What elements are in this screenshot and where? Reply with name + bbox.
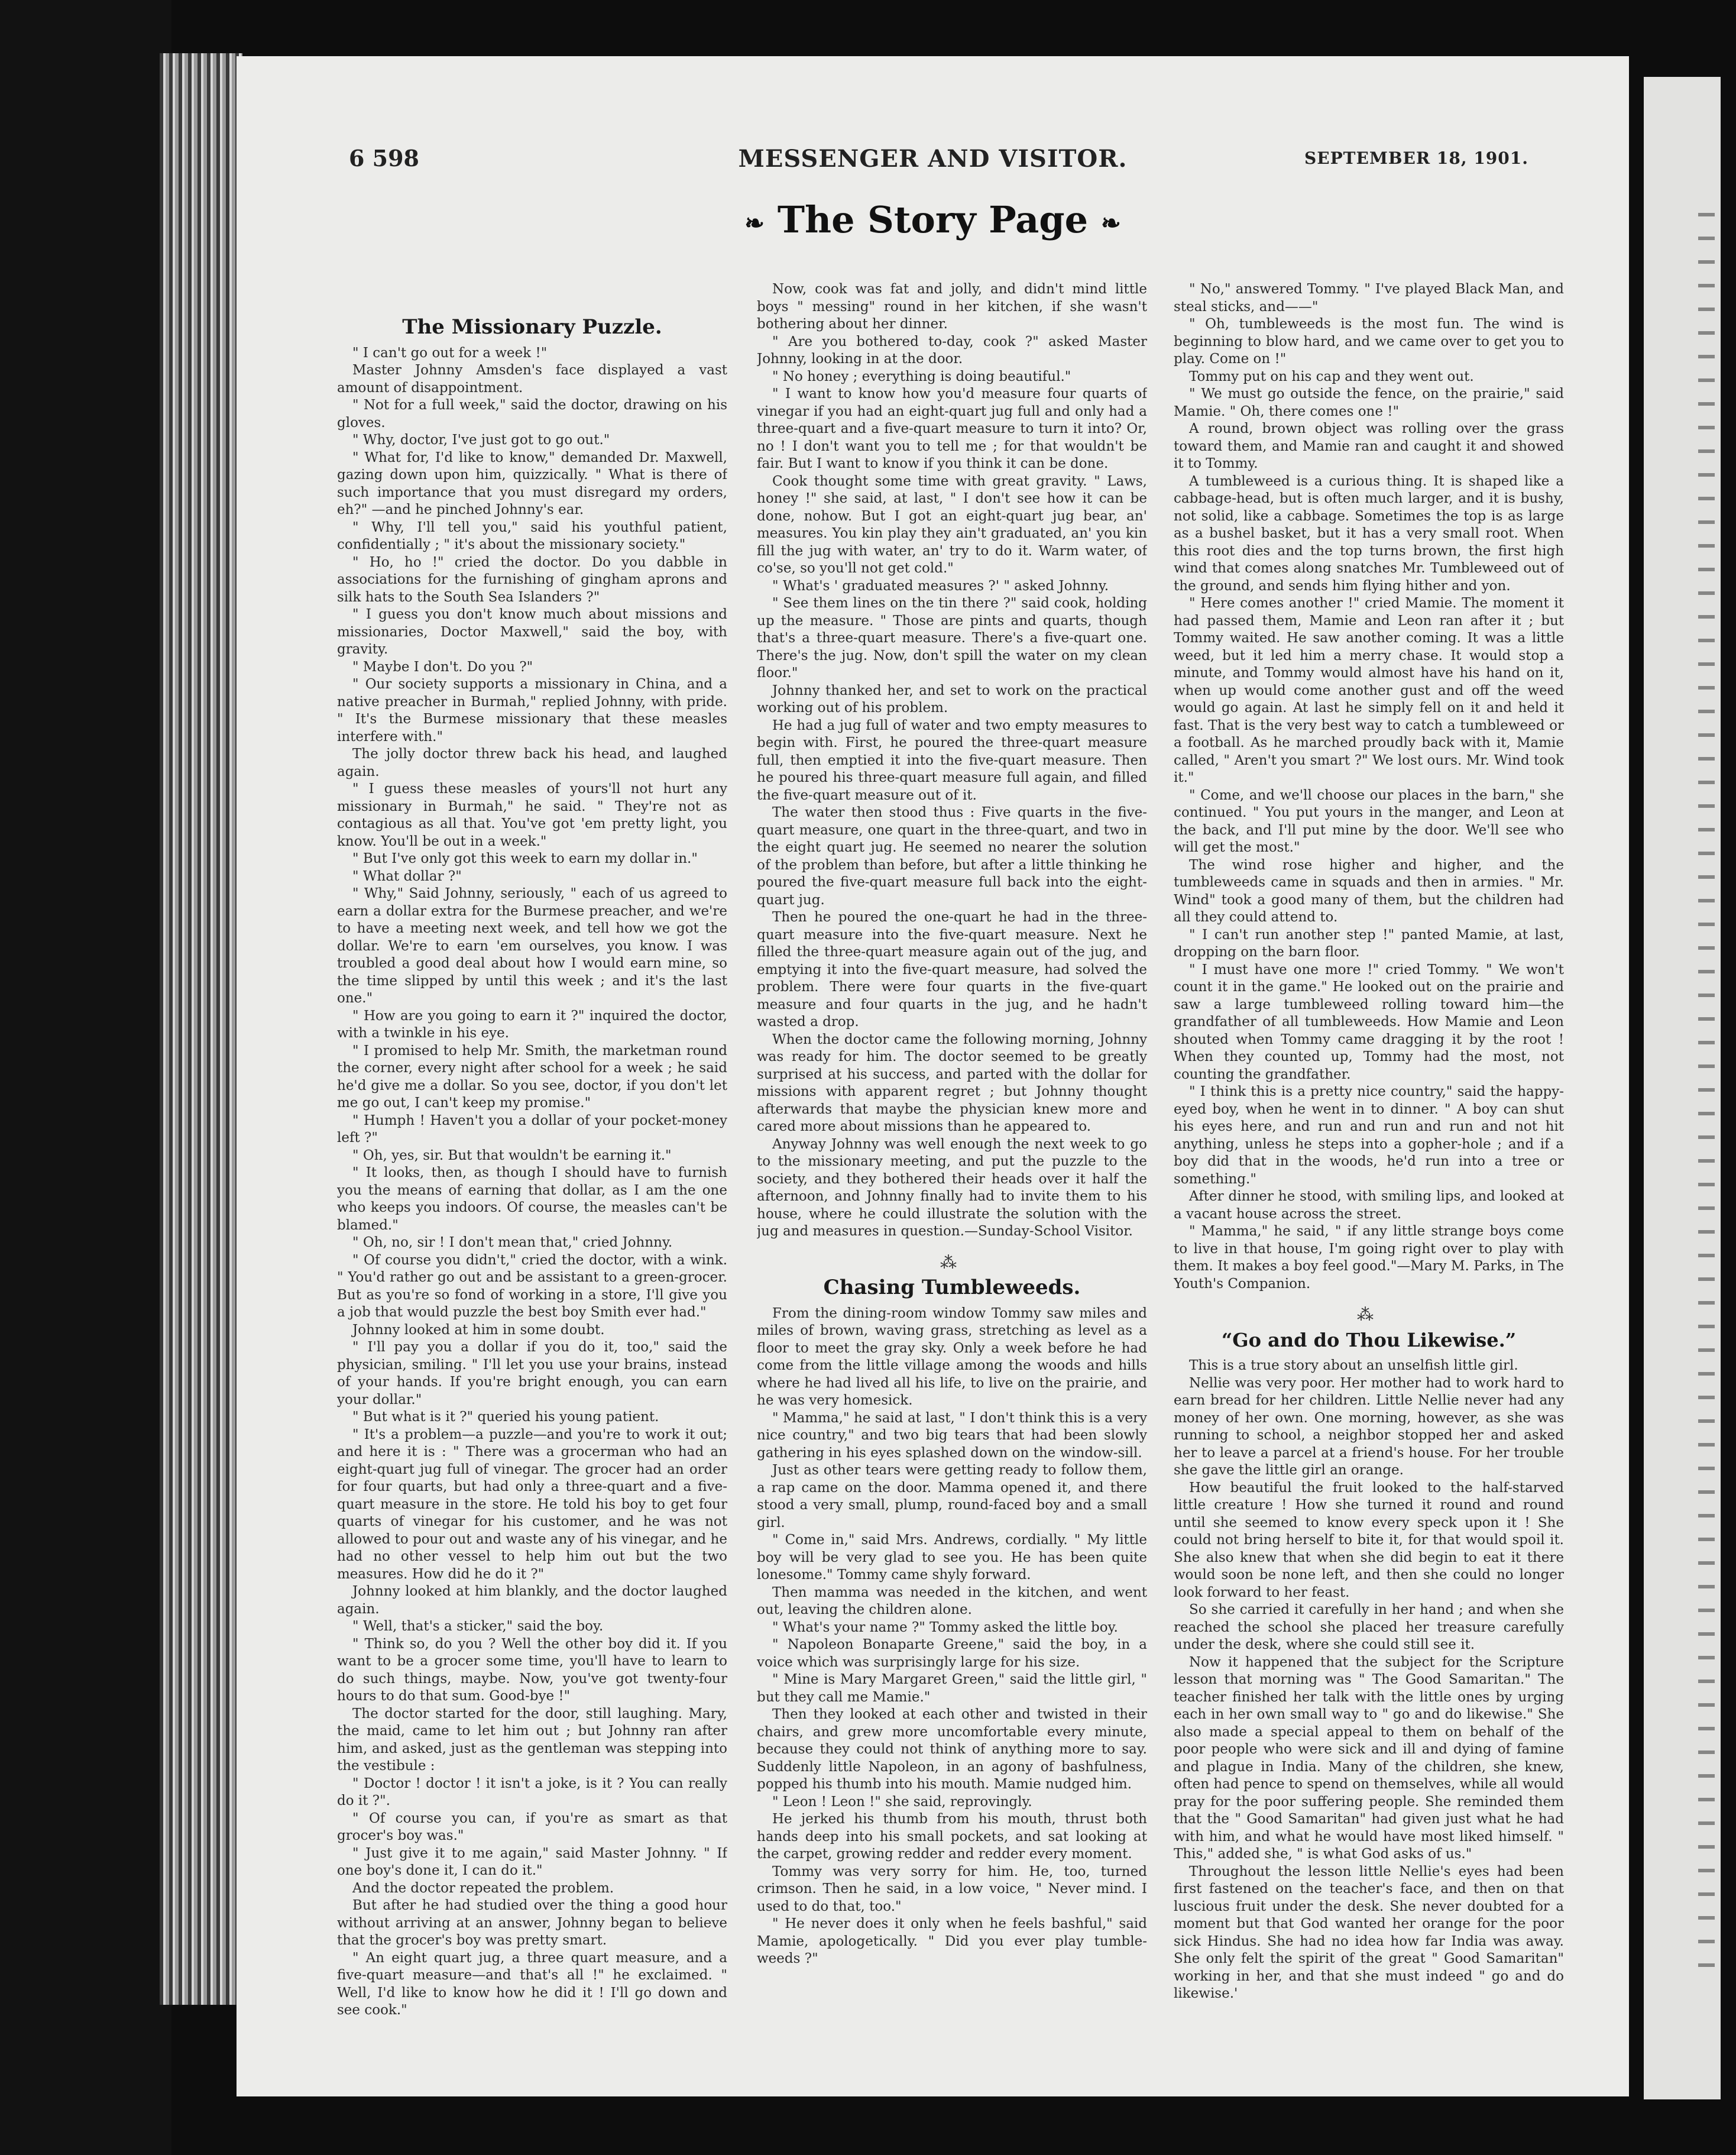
paragraph: " I guess you don't know much about missions and missionaries, Doctor Maxwell," said the boy, with gravity. — [337, 607, 727, 657]
paragraph: Tommy put on his cap and they went out. — [1189, 368, 1474, 384]
paragraph: " No," answered Tommy. " I've played Black Man, and steal sticks, and——" — [1174, 281, 1564, 315]
section-title: The Story Page — [777, 198, 1089, 241]
paragraph: " An eight quart jug, a three quart measure, and a five-quart measure—and that's all !" he exclaimed. " Well, I'd like to know how he did it ! I'll go down and see cook." — [337, 1950, 727, 2018]
paragraph: Johnny thanked her, and set to work on the practical working out of his problem. — [757, 682, 1147, 716]
paragraph: After dinner he stood, with smiling lips, and looked at a vacant house across the street. — [1174, 1189, 1564, 1222]
page-number: 6 598 — [349, 145, 419, 172]
article-body — [1174, 1357, 1564, 2003]
paragraph: Cook thought some time with great gravity. " Laws, honey !" she said, at last, " I don't see how it can be done, nohow. But I got an eight-quart jug bear, an' measures. You kin play they ain't graduated, an' you kin fill the jug with water, an' try to do it. Warm water, of co'se, so you'll not get cold." — [757, 473, 1147, 576]
paragraph: " It looks, then, as though I should have to furnish you the means of earning that dollar, as I am the one who keeps you indoors. Of course, the measles can't be blamed." — [337, 1165, 727, 1233]
paragraph: " How are you going to earn it ?" inquired the doctor, with a twinkle in his eye. — [337, 1008, 727, 1041]
paragraph: Tommy was very sorry for him. He, too, turned crimson. Then he said, in a low voice, " Never mind. I used to do that, too." — [757, 1863, 1147, 1914]
paragraph: Now it happened that the subject for the Scripture lesson that morning was " The Good Samaritan." The teacher finished her talk with the little ones by urging each in her own small way to " go and do likewise." She also made a special appeal to them on behalf of the poor people who were sick and ill and dying of famine and plague in India. Many of the children, she knew, often had pence to spend on themselves, while all would pray for the poor suffering people. She reminded them that the " Good Samaritan" had given just what he had with him, and what he would have most liked himself. " This," added she, " is what God asks of us." — [1174, 1654, 1564, 1862]
paragraph: " But I've only got this week to earn my dollar in." — [352, 851, 698, 866]
paragraph: Throughout the lesson little Nellie's eyes had been first fastened on the teacher's face, and then on that luscious fruit under the desk. She never doubted for a moment but that God wanted her orange for the poor sick Hindus. She had no idea how far India was away. She only felt the spirit of the great " Good Samaritan" working in her, and that she must indeed " go and do likewise.' — [1174, 1863, 1564, 2001]
paragraph: " I promised to help Mr. Smith, the marketman round the corner, every night after school for a week ; he said he'd give me a dollar. So you see, doctor, if you don't let me go out, I can't keep my promise." — [337, 1043, 727, 1111]
paragraph: Then mamma was needed in the kitchen, and went out, leaving the children alone. — [757, 1584, 1147, 1617]
column-2 — [757, 281, 1147, 2067]
masthead: MESSENGER AND VISITOR. — [738, 145, 1128, 173]
paragraph: " Our society supports a missionary in China, and a native preacher in Burmah," replied Johnny, with pride. " It's the Burmese missionary that these measles interfere with." — [337, 677, 727, 745]
section-divider: ⁂ — [1357, 1305, 1381, 1324]
issue-date: SEPTEMBER 18, 1901. — [1304, 148, 1528, 168]
section-divider: ⁂ — [940, 1252, 964, 1272]
paragraph: " Mine is Mary Margaret Green," said the little girl, " but they call me Mamie." — [757, 1672, 1147, 1705]
paragraph: Then he poured the one-quart he had in the three-quart measure into the five-quart measure. Next he filled the three-quart measure again out of the jug, and emptying it into the five-quart measure, had solved the problem. There were four quarts in the five-quart measure and four quarts in the jug, and he hadn't wasted a drop. — [757, 910, 1147, 1030]
paragraph: " Come in," said Mrs. Andrews, cordially. " My little boy will be very glad to see you. He has been quite lonesome." Tommy came shyly forward. — [757, 1532, 1147, 1583]
paragraph: A round, brown object was rolling over the grass toward them, and Mamie ran and caught it and showed it to Tommy. — [1174, 421, 1564, 471]
article-body — [757, 1305, 1147, 1968]
paragraph: " I must have one more !" cried Tommy. " We won't count it in the game." He looked out on the prairie and saw a large tumbleweed rolling toward him—the grandfather of all tumbleweeds. How Mamie and Leon shouted when Tommy came dragging it by the root ! When they counted up, Tommy had the most, not counting the grandfather. — [1174, 962, 1564, 1082]
paragraph: " Of course you didn't," cried the doctor, with a wink. " You'd rather go out and be assistant to a green-grocer. But as you're so fond of working in a store, I'll give you a job that would puzzle the best boy Smith ever had." — [337, 1252, 727, 1320]
paragraph: How beautiful the fruit looked to the half-starved little creature ! How she turned it round and round until she seemed to know every speck upon it ! She could not bring herself to bite it, for that would spoil it. She also knew that when she did begin to eat it there would soon be none left, and then she could no longer look forward to her feast. — [1174, 1480, 1564, 1600]
article-title-go-and-do: “Go and do Thou Likewise.” — [1221, 1328, 1517, 1351]
paragraph: " Of course you can, if you're as smart as that grocer's boy was." — [337, 1810, 727, 1843]
paragraph: " Just give it to me again," said Master Johnny. " If one boy's done it, I can do it." — [337, 1845, 727, 1878]
paragraph: " Think so, do you ? Well the other boy did it. If you want to be a grocer some time, you'll have to learn to do such things, maybe. Now, you've got twenty-four hours to do that sum. Good-bye !" — [337, 1636, 727, 1704]
section-heading — [237, 198, 1629, 241]
paragraph: " I guess these measles of yours'll not hurt any missionary in Burmah," he said. " They're not as contagious as all that. You've got 'em pretty light, you know. You'll be out in a week." — [337, 781, 727, 849]
paragraph: The wind rose higher and higher, and the tumbleweeds came in squads and then in armies. " Mr. Wind" took a good many of them, but the children had all they could attend to. — [1174, 857, 1564, 925]
paragraph: " What for, I'd like to know," demanded Dr. Maxwell, gazing down upon him, quizzically. " What is there of such importance that you must disregard my orders, eh?" —and he pinched Johnny's ear. — [337, 449, 727, 517]
page-edges — [160, 53, 242, 2005]
paragraph: " See them lines on the tin there ?" said cook, holding up the measure. " Those are pints and quarts, though that's a three-quart measure. There's a five-quart one. There's the jug. Now, don't spill the water on my clean floor." — [757, 596, 1147, 681]
paragraph: " Oh, yes, sir. But that wouldn't be earning it." — [352, 1147, 672, 1163]
paragraph: " Doctor ! doctor ! it isn't a joke, is it ? You can really do it ?". — [337, 1775, 727, 1808]
paragraph: " Not for a full week," said the doctor, drawing on his gloves. — [337, 397, 727, 431]
paragraph: " I want to know how you'd measure four quarts of vinegar if you had an eight-quart jug full and only had a three-quart and a five-quart measure to turn it into? Or, no ! I don't want you to tell me ; for that wouldn't be fair. But I want to know if you think it can be done. — [757, 386, 1147, 471]
paragraph: " But what is it ?" queried his young patient. — [352, 1409, 659, 1425]
paragraph: " I can't go out for a week !" — [352, 345, 548, 361]
paragraph: A tumbleweed is a curious thing. It is shaped like a cabbage-head, but is often much larger, and it is bushy, not solid, like a cabbage. Sometimes the top is as large as a bushel basket, but it has a very small root. When this root dies and the top turns brown, the first high wind that comes along snatches Mr. Tumbleweed out of the ground, and sends him flying hither and yon. — [1174, 473, 1564, 594]
ornament-left-icon: ❧ — [744, 209, 765, 237]
paragraph: " It's a problem—a puzzle—and you're to work it out; and here it is : " There was a grocerman who had an eight-quart jug full of vinegar. The grocer had an order for four quarts, but had only a three-quart and a five-quart measure in the store. He told his boy to get four quarts of vinegar for his customer, and he was not allowed to pour out and waste any of his vinegar, and he had no other vessel to help him out but the two measures. How did he do it ?" — [337, 1426, 727, 1582]
paragraph: " Oh, no, sir ! I don't mean that," cried Johnny. — [352, 1235, 673, 1250]
paragraph: From the dining-room window Tommy saw miles and miles of brown, waving grass, stretching as level as a floor to meet the gray sky. Only a week before he had come from the little village among the woods and hills where he had lived all his life, to live on the prairie, and he was very homesick. — [757, 1305, 1147, 1408]
paragraph: " Why," Said Johnny, seriously, " each of us agreed to earn a dollar extra for the Burmese preacher, and we're to have a meeting next week, and tell how we got the dollar. We're to earn 'em ourselves, you know. I was troubled a good deal about how I would earn mine, so the time slipped by until this week ; and it's the last one." — [337, 886, 727, 1006]
paragraph: " Well, that's a sticker," said the boy. — [352, 1619, 604, 1634]
paragraph: Johnny looked at him blankly, and the doctor laughed again. — [337, 1584, 727, 1617]
paragraph: The doctor started for the door, still laughing. Mary, the maid, came to let him out ; but Johnny ran after him, and asked, just as the gentleman was stepping into the vestibule : — [337, 1706, 727, 1774]
paragraph: He jerked his thumb from his mouth, thrust both hands deep into his small pockets, and sat looking at the carpet, growing redder and redder every moment. — [757, 1811, 1147, 1862]
newspaper-page — [237, 56, 1629, 2096]
article-body — [337, 345, 727, 2020]
paragraph: When the doctor came the following morning, Johnny was ready for him. The doctor seemed to be greatly surprised at his success, and parted with the dollar for missions with apparent regret ; but Johnny thought afterwards that maybe the physician knew more and cared more about missions than he appeared to. — [757, 1031, 1147, 1134]
book-binding — [0, 0, 171, 2155]
paragraph: " Are you bothered to-day, cook ?" asked Master Johnny, looking in at the door. — [757, 334, 1147, 367]
paragraph: " What's your name ?" Tommy asked the little boy. — [772, 1619, 1118, 1635]
paragraph: The jolly doctor threw back his head, and laughed again. — [337, 746, 727, 779]
column-1 — [337, 310, 727, 2067]
paragraph: " No honey ; everything is doing beautiful." — [772, 368, 1071, 384]
paragraph: " Why, doctor, I've just got to go out." — [352, 432, 610, 448]
paragraph: " What's ' graduated measures ?' " asked Johnny. — [772, 578, 1109, 594]
column-3 — [1174, 281, 1564, 2067]
paragraph: " I'll pay you a dollar if you do it, too," said the physician, smiling. " I'll let you use your brains, instead of your hands. If you're bright enough, you can earn your dollar." — [337, 1339, 727, 1407]
article-title-missionary-puzzle: The Missionary Puzzle. — [402, 315, 662, 339]
paragraph: Then they looked at each other and twisted in their chairs, and grew more uncomfortable every minute, because they could not think of anything more to say. Suddenly little Napoleon, in an agony of bashfulness, popped his thumb into his mouth. Mamie nudged him. — [757, 1707, 1147, 1792]
paragraph: The water then stood thus : Five quarts in the five-quart measure, one quart in the three-quart, and two in the eight quart jug. He seemed no nearer the solution of the problem than before, but after a little thinking he poured the five-quart measure full back into the eight-quart jug. — [757, 805, 1147, 908]
paragraph: " Oh, tumbleweeds is the most fun. The wind is beginning to blow hard, and we came over to get you to play. Come on !" — [1174, 316, 1564, 367]
paragraph: Just as other tears were getting ready to follow them, a rap came on the door. Mamma opened it, and there stood a very small, plump, round-faced boy and a small girl. — [757, 1462, 1147, 1530]
ornament-right-icon: ❧ — [1101, 209, 1121, 237]
paragraph: " Leon ! Leon !" she said, reprovingly. — [772, 1794, 1032, 1810]
paragraph: But after he had studied over the thing a good hour without arriving at an answer, Johnny began to believe that the grocer's boy was pretty smart. — [337, 1898, 727, 1948]
facing-page-text-edge — [1698, 213, 1715, 1987]
paragraph: Now, cook was fat and jolly, and didn't mind little boys " messing" round in her kitchen, if she wasn't bothering about her dinner. — [757, 281, 1147, 332]
paragraph: " Here comes another !" cried Mamie. The moment it had passed them, Mamie and Leon ran after it ; but Tommy waited. He saw another coming. It was a little weed, but it led him a merry chase. It would stop a minute, and Tommy would almost have his hand on it, when up would come another gust and off the weed would go again. At last he simply fell on it and held it fast. That is the very best way to catch a tumbleweed or a football. As he marched proudly back with it, Mamie called, " Aren't you smart ?" We lost ours. Mr. Wind took it." — [1174, 596, 1564, 785]
paragraph: Johnny looked at him in some doubt. — [352, 1322, 605, 1338]
paragraph: " Mamma," he said at last, " I don't think this is a very nice country," and two big tears that had been slowly gathering in his eyes splashed down on the window-sill. — [757, 1410, 1147, 1461]
paragraph: " He never does it only when he feels bashful," said Mamie, apologetically. " Did you ever play tumble-weeds ?" — [757, 1916, 1147, 1966]
paragraph: He had a jug full of water and two empty measures to begin with. First, he poured the three-quart measure full, then emptied it into the five-quart measure. Then he poured his three-quart measure full again, and filled the five-quart measure out of it. — [757, 717, 1147, 803]
paragraph: So she carried it carefully in her hand ; and when she reached the school she placed her treasure carefully under the desk, where she could still see it. — [1174, 1602, 1564, 1652]
paragraph: Master Johnny Amsden's face displayed a vast amount of disappointment. — [337, 363, 727, 396]
paragraph: " Maybe I don't. Do you ?" — [352, 659, 533, 675]
paragraph: " Why, I'll tell you," said his youthful patient, confidentially ; " it's about the missionary society." — [337, 519, 727, 552]
page-header — [237, 145, 1629, 192]
paragraph: " Mamma," he said, " if any little strange boys come to live in that house, I'm going right over to play with them. It makes a boy feel good."—Mary M. Parks, in The Youth's Companion. — [1174, 1224, 1564, 1292]
paragraph: Nellie was very poor. Her mother had to work hard to earn bread for her children. Little Nellie never had any money of her own. One morning, however, as she was running to school, a neighbor stopped her and asked her to leave a parcel at a friend's house. For her trouble she gave the little girl an orange. — [1174, 1375, 1564, 1478]
paragraph: And the doctor repeated the problem. — [352, 1880, 614, 1896]
article-title-chasing-tumbleweeds: Chasing Tumbleweeds. — [823, 1276, 1081, 1299]
paragraph: " What dollar ?" — [352, 868, 462, 884]
article-body — [757, 281, 1147, 1241]
paragraph: " Ho, ho !" cried the doctor. Do you dabble in associations for the furnishing of gingham aprons and silk hats to the South Sea Islanders ?" — [337, 554, 727, 605]
paragraph: " Come, and we'll choose our places in the barn," she continued. " You put yours in the manger, and Leon at the back, and I'll put mine by the door. We'll see who will get the most." — [1174, 787, 1564, 855]
facing-page-edge — [1644, 77, 1721, 2099]
paragraph: " We must go outside the fence, on the prairie," said Mamie. " Oh, there comes one !" — [1174, 386, 1564, 419]
paragraph: " I can't run another step !" panted Mamie, at last, dropping on the barn floor. — [1174, 927, 1564, 960]
paragraph: " Napoleon Bonaparte Greene," said the boy, in a voice which was surprisingly large for his size. — [757, 1637, 1147, 1670]
paragraph: " Humph ! Haven't you a dollar of your pocket-money left ?" — [337, 1112, 727, 1146]
paragraph: Anyway Johnny was well enough the next week to go to the missionary meeting, and put the puzzle to the society, and they bothered their heads over it half the afternoon, and Johnny finally had to invite them to his house, where he could illustrate the solution with the jug and measures in question.—Sunday-School Visitor. — [757, 1136, 1147, 1239]
paragraph: This is a true story about an unselfish little girl. — [1189, 1358, 1518, 1373]
article-body — [1174, 281, 1564, 1293]
paragraph: " I think this is a pretty nice country," said the happy-eyed boy, when he went in to dinner. " A boy can shut his eyes here, and run and run and run and not hit anything, unless he steps into a gopher-hole ; and if a boy did that in the woods, he'd run into a tree or something." — [1174, 1084, 1564, 1187]
